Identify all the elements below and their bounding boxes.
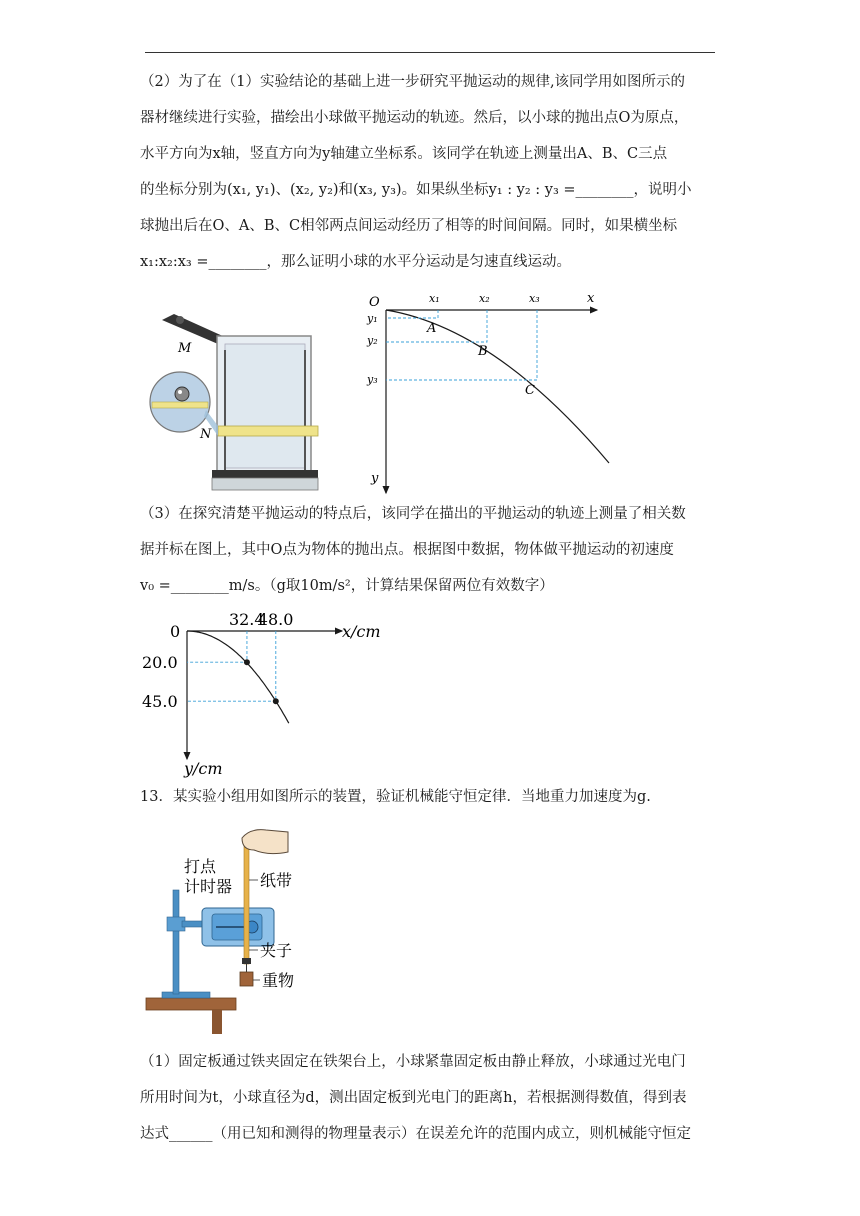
label-clip: 夹子: [260, 941, 293, 960]
x-tick: x₁: [429, 292, 440, 305]
y-tick: y₂: [367, 334, 378, 347]
label-timer: 计时器: [184, 877, 233, 896]
part2-line: （2）为了在（1）实验结论的基础上进一步研究平抛运动的规律,该同学用如图所示的: [140, 74, 686, 90]
part3-line: （3）在探究清楚平抛运动的特点后，该同学在描出的平抛运动的轨迹上测量了相关数: [140, 506, 686, 522]
chart-data-point: [244, 659, 250, 665]
part2-line: 器材继续进行实验，描绘出小球做平抛运动的轨迹。然后，以小球的抛出点O为原点，: [140, 110, 689, 126]
q13-part1-line: 达式______（用已知和测得的物理量表示）在误差允许的范围内成立，则机械能守恒定: [140, 1126, 691, 1142]
stand-rod-icon: [173, 890, 179, 994]
header-rule: [145, 52, 715, 53]
weight-icon: [240, 972, 253, 986]
part3-paragraph: [140, 496, 720, 604]
part2-line: 球抛出后在O、A、B、C相邻两点间运动经历了相等的时间间隔。同时，如果横坐标: [140, 218, 678, 234]
part3-line: 据并标在图上，其中O点为物体的抛出点。根据图中数据，物体做平抛运动的初速度: [140, 542, 674, 558]
energy-apparatus-figure: [142, 826, 342, 1036]
q13-paragraph: [140, 779, 720, 815]
part2-line: 的坐标分别为(x₁, y₁)、(x₂, y₂)和(x₃, y₃)。如果纵坐标y₁ : y₂ : y₃ =________，说明小: [140, 182, 692, 198]
point-label: B: [478, 344, 488, 359]
chart-data-point: [273, 698, 279, 704]
chart-x-tick-label: 32.4: [228, 610, 265, 629]
label-weight: 重物: [262, 971, 295, 990]
point-label: A: [427, 321, 437, 336]
chart-y-tick-label: 20.0: [142, 653, 178, 673]
y-tick: y₃: [367, 373, 378, 386]
x-tick: x₃: [529, 292, 540, 305]
q13-text: 13．某实验小组用如图所示的装置，验证机械能守恒定律．当地重力加速度为g.: [140, 789, 651, 805]
label-timer: 打点: [184, 857, 217, 876]
x-tick: x₂: [479, 292, 490, 305]
q13-part1-line: 所用时间为t，小球直径为d，测出固定板到光电门的距离h，若根据测得数值，得到表: [140, 1090, 687, 1106]
catch-bar-icon: [218, 426, 318, 436]
chart-guide-line: [187, 631, 247, 662]
chart-y-label: y/cm: [184, 759, 223, 778]
x-axis-label: x: [587, 291, 595, 306]
trajectory-curve: [386, 310, 609, 463]
origin-label: O: [369, 295, 380, 310]
clip-icon: [242, 958, 251, 964]
chart-x-label: x/cm: [342, 622, 381, 641]
part2-paragraph: [140, 64, 720, 280]
trajectory-chart: [142, 606, 400, 784]
paper-tape-icon: [244, 836, 249, 964]
trajectory-diagram: [365, 288, 615, 498]
chart-y-tick-label: 45.0: [142, 692, 178, 712]
label-tape: 纸带: [260, 871, 293, 890]
point-label: C: [525, 383, 535, 398]
chart-origin-label: 0: [170, 622, 181, 641]
part2-line: x₁:x₂:x₃ =________，那么证明小球的水平分运动是匀速直线运动。: [140, 254, 571, 270]
label-N: N: [200, 427, 212, 442]
chart-x-tick-label: 48.0: [257, 610, 294, 629]
part3-line: v₀ =________m/s。（g取10m/s²，计算结果保留两位有效数字）: [140, 578, 554, 594]
label-M: M: [178, 341, 192, 356]
q13-part1-line: （1）固定板通过铁夹固定在铁架台上，小球紧靠固定板由静止释放，小球通过光电门: [140, 1054, 686, 1070]
projectile-apparatus-figure: [140, 298, 340, 493]
table-icon: [146, 998, 236, 1010]
y-tick: y₁: [367, 312, 378, 325]
part2-line: 水平方向为x轴，竖直方向为y轴建立坐标系。该同学在轨迹上测量出A、B、C三点: [140, 146, 668, 162]
y-axis-label: y: [371, 471, 379, 486]
chart-curve: [187, 631, 289, 723]
chart-guide-line: [187, 631, 276, 701]
q13-part1-paragraph: [140, 1044, 720, 1152]
